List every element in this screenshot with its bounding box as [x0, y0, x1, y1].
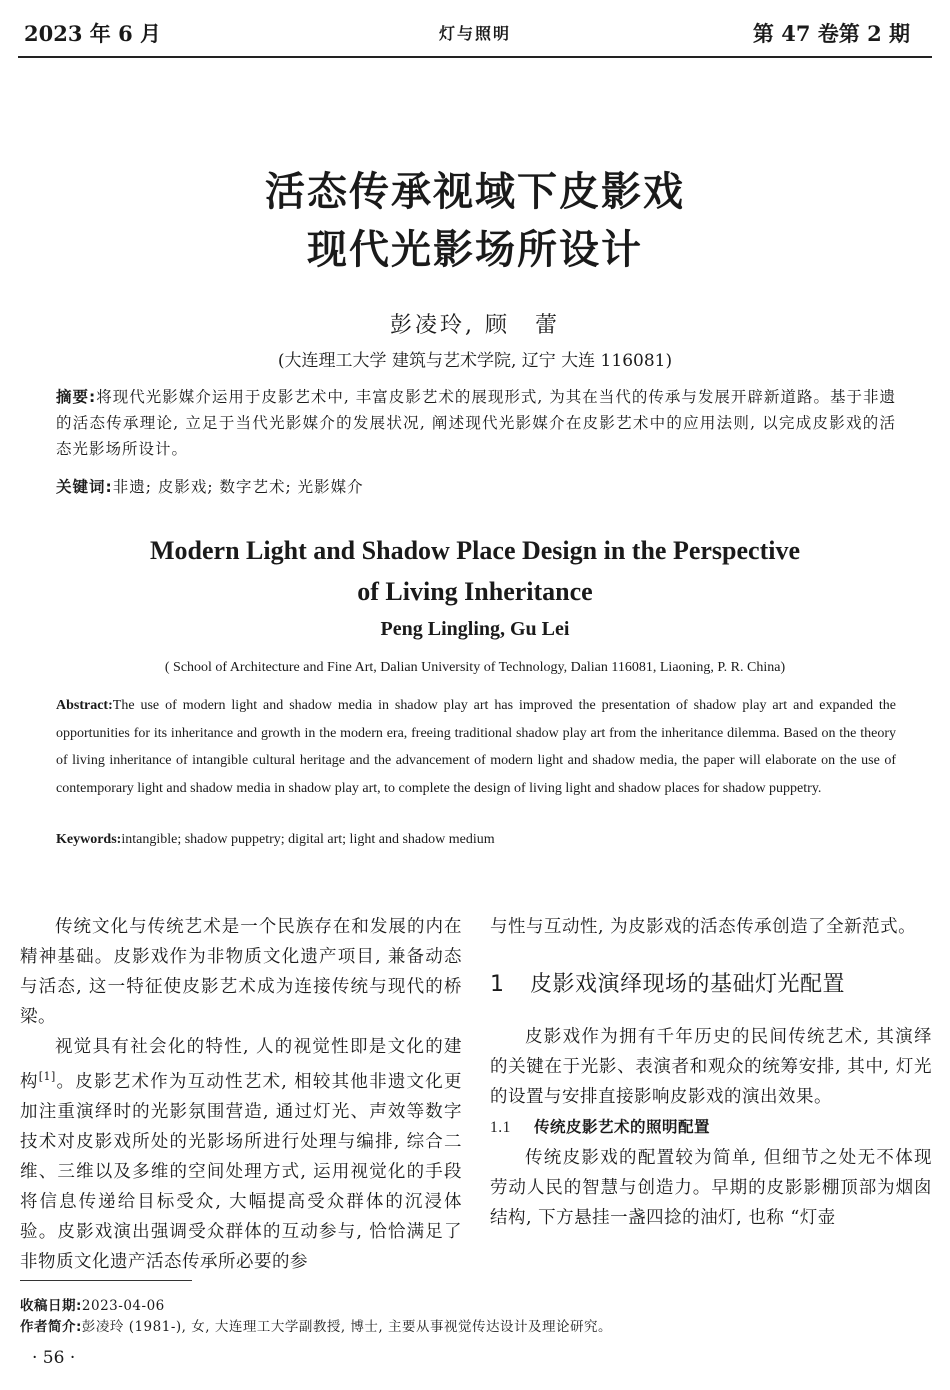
header-rule — [18, 56, 932, 58]
abstract-zh-label: 摘要: — [56, 388, 97, 406]
abstract-en-text: The use of modern light and shadow media in shadow play art has improved the presentation of shadow play art and expanded the opportunities for its inheritance and growth in the modern era, freeing traditional shadow play art from the inheritance dilemma. Based on the theory of living inheritance of intangible cultural heritage and the advancement of modern light and shadow media, the paper will elaborate on the use of contemporary light and shadow media in shadow play art, to complete the design of living light and shadow places for shadow puppetry. — [56, 698, 896, 796]
footnote-rule — [20, 1280, 192, 1281]
author-bio: 彭凌玲 (1981-), 女, 大连理工大学副教授, 博士, 主要从事视觉传达设计及理论研究。 — [81, 1319, 612, 1335]
footnote-author — [20, 1315, 612, 1335]
section-heading — [490, 970, 932, 1000]
authors: 彭凌玲, 顾 蕾 — [390, 313, 560, 338]
header-date: 2023 年 6 月 — [24, 21, 161, 46]
abstract-zh-text: 将现代光影媒介运用于皮影艺术中, 丰富皮影艺术的展现形式, 为其在当代的传承与发展开辟新道路。基于非遗的活态传承理论, 立足于当代光影媒介的发展状况, 阐述现代光影媒介在皮影艺术中的应用法则, 以完成皮影戏的活态光影场所设计。 — [56, 388, 897, 458]
page-number: · 56 · — [32, 1348, 76, 1368]
subsection-number: 1.1 — [490, 1119, 511, 1136]
english-affiliation: ( School of Architecture and Fine Art, Dalian University of Technology, Dalian 116081, Liaoning, P. R. China) — [164, 660, 786, 675]
english-authors: Peng Lingling, Gu Lei — [380, 618, 570, 640]
header-issue: 第 47 卷第 2 期 — [752, 21, 910, 46]
section-number: 1 — [490, 972, 505, 997]
received-date: 2023-04-06 — [81, 1298, 165, 1314]
subsection-title: 传统皮影艺术的照明配置 — [534, 1118, 711, 1136]
abstract-en-label: Abstract: — [56, 698, 113, 713]
section-title: 皮影戏演绎现场的基础灯光配置 — [530, 972, 846, 997]
subsection-heading — [490, 1112, 932, 1143]
abstract-zh — [56, 384, 896, 462]
received-label: 收稿日期: — [20, 1298, 82, 1314]
footnote-received — [20, 1294, 165, 1314]
body-right-column — [490, 912, 932, 1233]
body-paragraph: 皮影戏作为拥有千年历史的民间传统艺术, 其演绎的关键在于光影、表演者和观众的统筹安排, 其中, 灯光的设置与安排直接影响皮影戏的演出效果。 — [490, 1027, 932, 1107]
abstract-en — [56, 692, 896, 802]
body-paragraph: 与性与互动性, 为皮影戏的活态传承创造了全新范式。 — [490, 917, 917, 937]
header-journal: 灯与照明 — [438, 24, 511, 43]
author-bio-label: 作者简介: — [20, 1319, 82, 1335]
title-line-2: 现代光影场所设计 — [307, 227, 643, 273]
citation-ref[interactable]: [1] — [38, 1070, 56, 1083]
body-paragraph: 传统皮影戏的配置较为简单, 但细节之处无不体现劳动人民的智慧与创造力。早期的皮影影棚顶部为烟囱结构, 下方悬挂一盏四捻的油灯, 也称 “灯壶 — [490, 1148, 932, 1228]
keywords-zh — [56, 475, 896, 497]
english-title-line-2: of Living Inheritance — [357, 577, 593, 606]
body-paragraph — [20, 1032, 462, 1277]
title-line-1: 活态传承视域下皮影戏 — [265, 169, 685, 215]
keywords-en-text: intangible; shadow puppetry; digital art; light and shadow medium — [121, 832, 495, 847]
english-title-line-1: Modern Light and Shadow Place Design in the Perspective — [150, 536, 800, 565]
keywords-en-label: Keywords: — [56, 832, 122, 847]
body-left-column — [20, 912, 462, 1277]
keywords-zh-label: 关键词: — [56, 478, 113, 496]
body-text: 视觉具有社会化的特性, 人的视觉性即是文化的建构 — [20, 1037, 462, 1092]
keywords-zh-text: 非遗; 皮影戏; 数字艺术; 光影媒介 — [112, 478, 364, 496]
affiliation: (大连理工大学 建筑与艺术学院, 辽宁 大连 116081) — [277, 351, 673, 371]
body-paragraph: 传统文化与传统艺术是一个民族存在和发展的内在精神基础。皮影戏作为非物质文化遗产项目, 兼备动态与活态, 这一特征使皮影艺术成为连接传统与现代的桥梁。 — [20, 917, 462, 1027]
body-text: 。皮影艺术作为互动性艺术, 相较其他非遗文化更加注重演绎时的光影氛围营造, 通过灯光、声效等数字技术对皮影戏所处的光影场所进行处理与编排, 综合二维、三维以及多维的空间处理方式, 运用视觉化的手段将信息传递给目标受众, 大幅提高受众群体的沉浸体验。皮影戏演出强调受众群体的互动参与, 恰恰满足了非物质文化遗产活态传承所必要的参 — [20, 1071, 463, 1272]
keywords-en — [56, 832, 896, 848]
